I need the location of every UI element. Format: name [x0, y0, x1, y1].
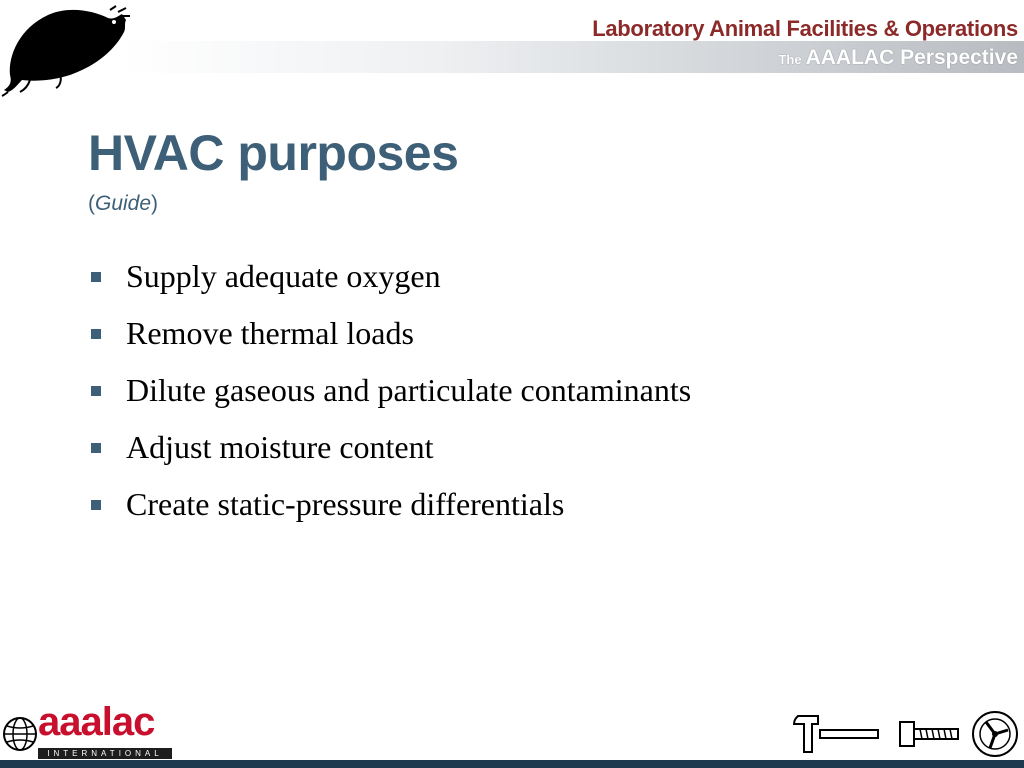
header-subtitle	[778, 46, 1018, 70]
square-bullet-icon	[91, 443, 101, 453]
screw-icon	[900, 722, 958, 746]
footer-bar	[0, 760, 1024, 768]
subtitle-guide: Guide	[95, 192, 152, 215]
globe-icon	[2, 714, 38, 754]
bullet-text: Adjust moisture content	[126, 429, 434, 465]
fan-icon	[973, 712, 1017, 756]
header-subtitle-main: AAALAC Perspective	[805, 46, 1018, 69]
square-bullet-icon	[91, 386, 101, 396]
bullet-item	[88, 419, 691, 476]
bullet-text: Remove thermal loads	[126, 315, 414, 351]
header-subtitle-prefix: The	[778, 52, 802, 67]
header-title: Laboratory Animal Facilities & Operations	[592, 16, 1018, 41]
square-bullet-icon	[91, 272, 101, 282]
bullet-text: Dilute gaseous and particulate contaminants	[126, 372, 692, 408]
bullet-text: Supply adequate oxygen	[126, 258, 441, 294]
bullet-item	[88, 248, 691, 305]
slide-title: HVAC purposes	[88, 125, 459, 181]
rat-silhouette-icon	[0, 0, 140, 100]
subtitle-open-paren: (	[88, 192, 95, 215]
slide-subtitle	[88, 192, 158, 216]
square-bullet-icon	[91, 329, 101, 339]
aaalac-logo-subtext: INTERNATIONAL	[38, 748, 172, 759]
square-bullet-icon	[91, 500, 101, 510]
aaalac-logo-text: aaalac	[38, 700, 155, 744]
bullet-text: Create static-pressure differentials	[126, 486, 565, 522]
hammer-icon	[794, 716, 878, 752]
bullet-list	[88, 248, 691, 533]
subtitle-close-paren: )	[151, 192, 159, 215]
tools-graphic	[790, 708, 1024, 760]
bullet-item	[88, 362, 691, 419]
bullet-item	[88, 476, 691, 533]
bullet-item	[88, 305, 691, 362]
